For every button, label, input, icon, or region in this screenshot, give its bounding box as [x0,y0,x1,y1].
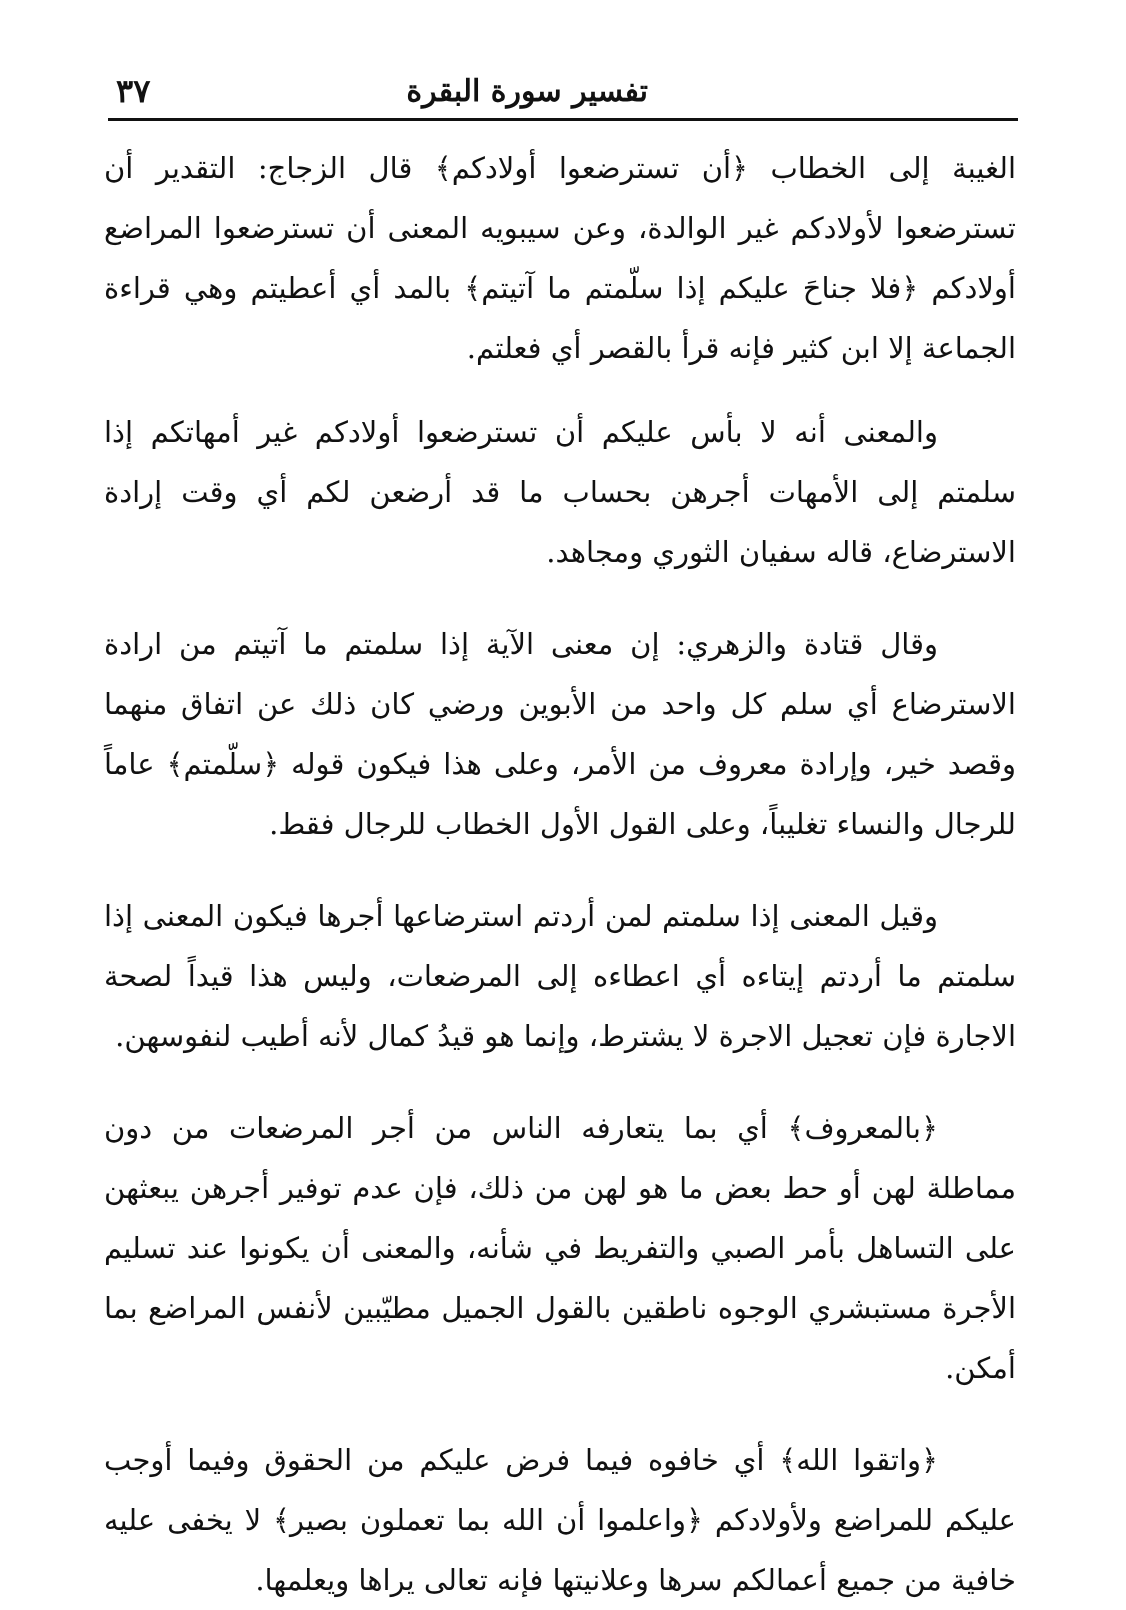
header-divider [108,118,1018,121]
running-title: تفسير سورة البقرة [406,74,648,109]
paragraph-6: ﴿واتقوا الله﴾ أي خافوه فيما فرض عليكم من الحقوق وفيما أوجب عليكم للمراضع ولأولادكم ﴿واعلموا أن الله بما تعملون بصير﴾ لا يخفى عليه خافية من جميع أعمالكم سرها وعلانيتها فإنه تعالى يراها ويعلمها. [104,1443,1016,1597]
paragraph-5: ﴿بالمعروف﴾ أي بما يتعارفه الناس من أجر المرضعات من دون مماطلة لهن أو حط بعض ما هو لهن من ذلك، فإن عدم توفير أجرهن يبعثهن على التساهل بأمر الصبي والتفريط في شأنه، والمعنى أن يكونوا عند تسليم الأجرة مستبشري الوجوه ناطقين بالقول الجميل مطيّبين لأنفس المراضع بما أمكن. [104,1111,1016,1385]
page-number: ٣٧ [116,72,151,110]
page-body [104,138,1016,1610]
paragraph-2: والمعنى أنه لا بأس عليكم أن تسترضعوا أولادكم غير أمهاتكم إذا سلمتم إلى الأمهات أجرهن بحساب ما قد أرضعن لكم أي وقت إرادة الاسترضاع، قاله سفيان الثوري ومجاهد. [104,415,1016,569]
page-header [108,66,1018,116]
paragraph-1: الغيبة إلى الخطاب ﴿أن تسترضعوا أولادكم﴾ قال الزجاج: التقدير أن تسترضعوا لأولادكم غير الوالدة، وعن سيبويه المعنى أن تسترضعوا المراضع أولادكم ﴿فلا جناحَ عليكم إذا سلّمتم ما آتيتم﴾ بالمد أي أعطيتم وهي قراءة الجماعة إلا ابن كثير فإنه قرأ بالقصر أي فعلتم. [104,151,1016,365]
paragraph-3: وقال قتادة والزهري: إن معنى الآية إذا سلمتم ما آتيتم من ارادة الاسترضاع أي سلم كل واحد من الأبوين ورضي كان ذلك عن اتفاق منهما وقصد خير، وإرادة معروف من الأمر، وعلى هذا فيكون قوله ﴿سلّمتم﴾ عاماً للرجال والنساء تغليباً، وعلى القول الأول الخطاب للرجال فقط. [104,627,1016,841]
paragraph-4: وقيل المعنى إذا سلمتم لمن أردتم استرضاعها أجرها فيكون المعنى إذا سلمتم ما أردتم إيتاءه أي اعطاءه إلى المرضعات، وليس هذا قيداً لصحة الاجارة فإن تعجيل الاجرة لا يشترط، وإنما هو قيدُ كمال لأنه أطيب لنفوسهن. [104,899,1016,1053]
